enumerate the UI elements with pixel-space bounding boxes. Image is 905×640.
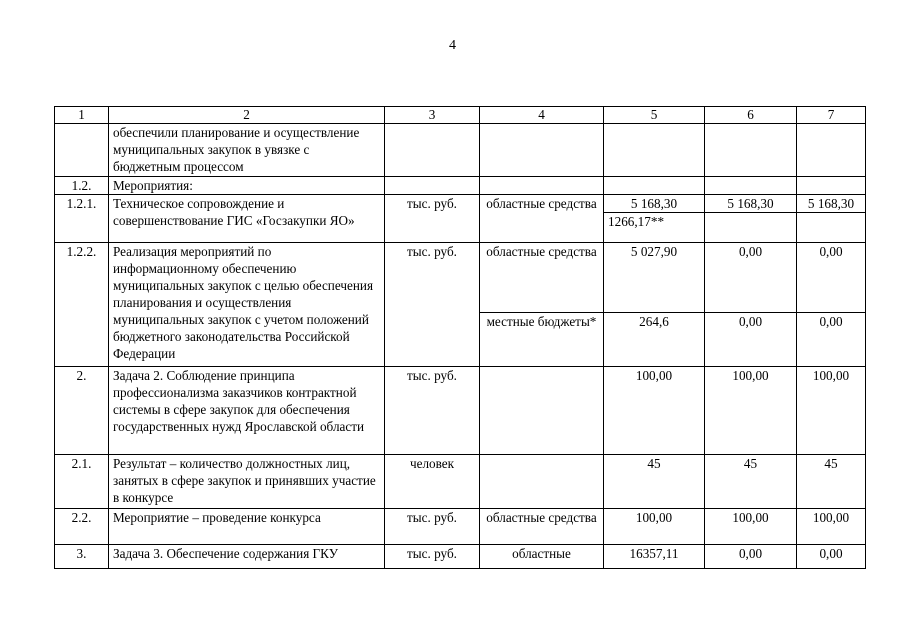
- unit-cell: [385, 177, 480, 195]
- value-cell: 45: [705, 455, 797, 509]
- table-row: [55, 509, 866, 545]
- value-cell: 0,00: [705, 243, 797, 313]
- table-row: [55, 195, 866, 213]
- header-cell: 3: [385, 107, 480, 124]
- value-cell: 5 168,30: [705, 195, 797, 213]
- header-cell: 6: [705, 107, 797, 124]
- source-cell: областные средства: [480, 195, 604, 243]
- row-number-cell: 2.: [55, 367, 109, 455]
- row-number-cell: 2.1.: [55, 455, 109, 509]
- program-table: [54, 106, 866, 569]
- value-cell: 45: [604, 455, 705, 509]
- source-cell: [480, 124, 604, 177]
- value-cell: 0,00: [797, 243, 866, 313]
- row-number-cell: 1.2.1.: [55, 195, 109, 243]
- unit-cell: тыс. руб.: [385, 509, 480, 545]
- value-cell: 5 168,30: [797, 195, 866, 213]
- value-cell: 45: [797, 455, 866, 509]
- source-cell: областные средства: [480, 509, 604, 545]
- row-number-cell: [55, 124, 109, 177]
- value-cell: 0,00: [705, 313, 797, 367]
- header-cell: 2: [109, 107, 385, 124]
- value-cell: 100,00: [705, 367, 797, 455]
- value-cell: 5 027,90: [604, 243, 705, 313]
- value-cell: [797, 213, 866, 243]
- page-number: 4: [449, 38, 456, 53]
- source-cell: [480, 455, 604, 509]
- value-cell: 100,00: [604, 367, 705, 455]
- value-cell: [797, 177, 866, 195]
- description-cell: Задача 2. Соблюдение принципа профессионализма заказчиков контрактной системы в сфере закупок для обеспечения государственных нужд Ярославской области: [109, 367, 385, 455]
- source-cell: [480, 177, 604, 195]
- description-cell: Реализация мероприятий по информационному обеспечению муниципальных закупок с целью обеспечения планирования и осуществления муниципальных закупок с учетом положений бюджетного законодательства Российской Федерации: [109, 243, 385, 367]
- header-cell: 4: [480, 107, 604, 124]
- value-cell: 100,00: [604, 509, 705, 545]
- table-row: [55, 124, 866, 177]
- header-cell: 1: [55, 107, 109, 124]
- unit-cell: человек: [385, 455, 480, 509]
- row-number-cell: 3.: [55, 545, 109, 569]
- description-cell: Мероприятия:: [109, 177, 385, 195]
- value-cell: 0,00: [797, 313, 866, 367]
- table-row: [55, 455, 866, 509]
- row-number-cell: 2.2.: [55, 509, 109, 545]
- unit-cell: тыс. руб.: [385, 243, 480, 367]
- value-cell: 0,00: [705, 545, 797, 569]
- value-cell: 100,00: [797, 367, 866, 455]
- value-cell: 1266,17**: [604, 213, 705, 243]
- unit-cell: [385, 124, 480, 177]
- table-header-row: [55, 107, 866, 124]
- value-cell: [604, 177, 705, 195]
- value-cell: 100,00: [797, 509, 866, 545]
- header-cell: 7: [797, 107, 866, 124]
- value-cell: 16357,11: [604, 545, 705, 569]
- row-number-cell: 1.2.: [55, 177, 109, 195]
- value-cell: 0,00: [797, 545, 866, 569]
- value-cell: [705, 124, 797, 177]
- source-cell: местные бюджеты*: [480, 313, 604, 367]
- table-row: [55, 177, 866, 195]
- description-cell: Мероприятие – проведение конкурса: [109, 509, 385, 545]
- description-cell: Результат – количество должностных лиц, занятых в сфере закупок и принявших участие в конкурсе: [109, 455, 385, 509]
- value-cell: [705, 213, 797, 243]
- value-cell: [797, 124, 866, 177]
- value-cell: [705, 177, 797, 195]
- value-cell: [604, 124, 705, 177]
- source-cell: [480, 367, 604, 455]
- table-row: [55, 243, 866, 313]
- source-cell: областные: [480, 545, 604, 569]
- table-row: [55, 367, 866, 455]
- value-cell: 5 168,30: [604, 195, 705, 213]
- value-cell: 100,00: [705, 509, 797, 545]
- description-cell: Задача 3. Обеспечение содержания ГКУ: [109, 545, 385, 569]
- table-row: [55, 545, 866, 569]
- unit-cell: тыс. руб.: [385, 367, 480, 455]
- source-cell: областные средства: [480, 243, 604, 313]
- description-cell: Техническое сопровождение и совершенствование ГИС «Госзакупки ЯО»: [109, 195, 385, 243]
- description-cell: обеспечили планирование и осуществление муниципальных закупок в увязке с бюджетным процессом: [109, 124, 385, 177]
- value-cell: 264,6: [604, 313, 705, 367]
- header-cell: 5: [604, 107, 705, 124]
- row-number-cell: 1.2.2.: [55, 243, 109, 367]
- unit-cell: тыс. руб.: [385, 195, 480, 243]
- unit-cell: тыс. руб.: [385, 545, 480, 569]
